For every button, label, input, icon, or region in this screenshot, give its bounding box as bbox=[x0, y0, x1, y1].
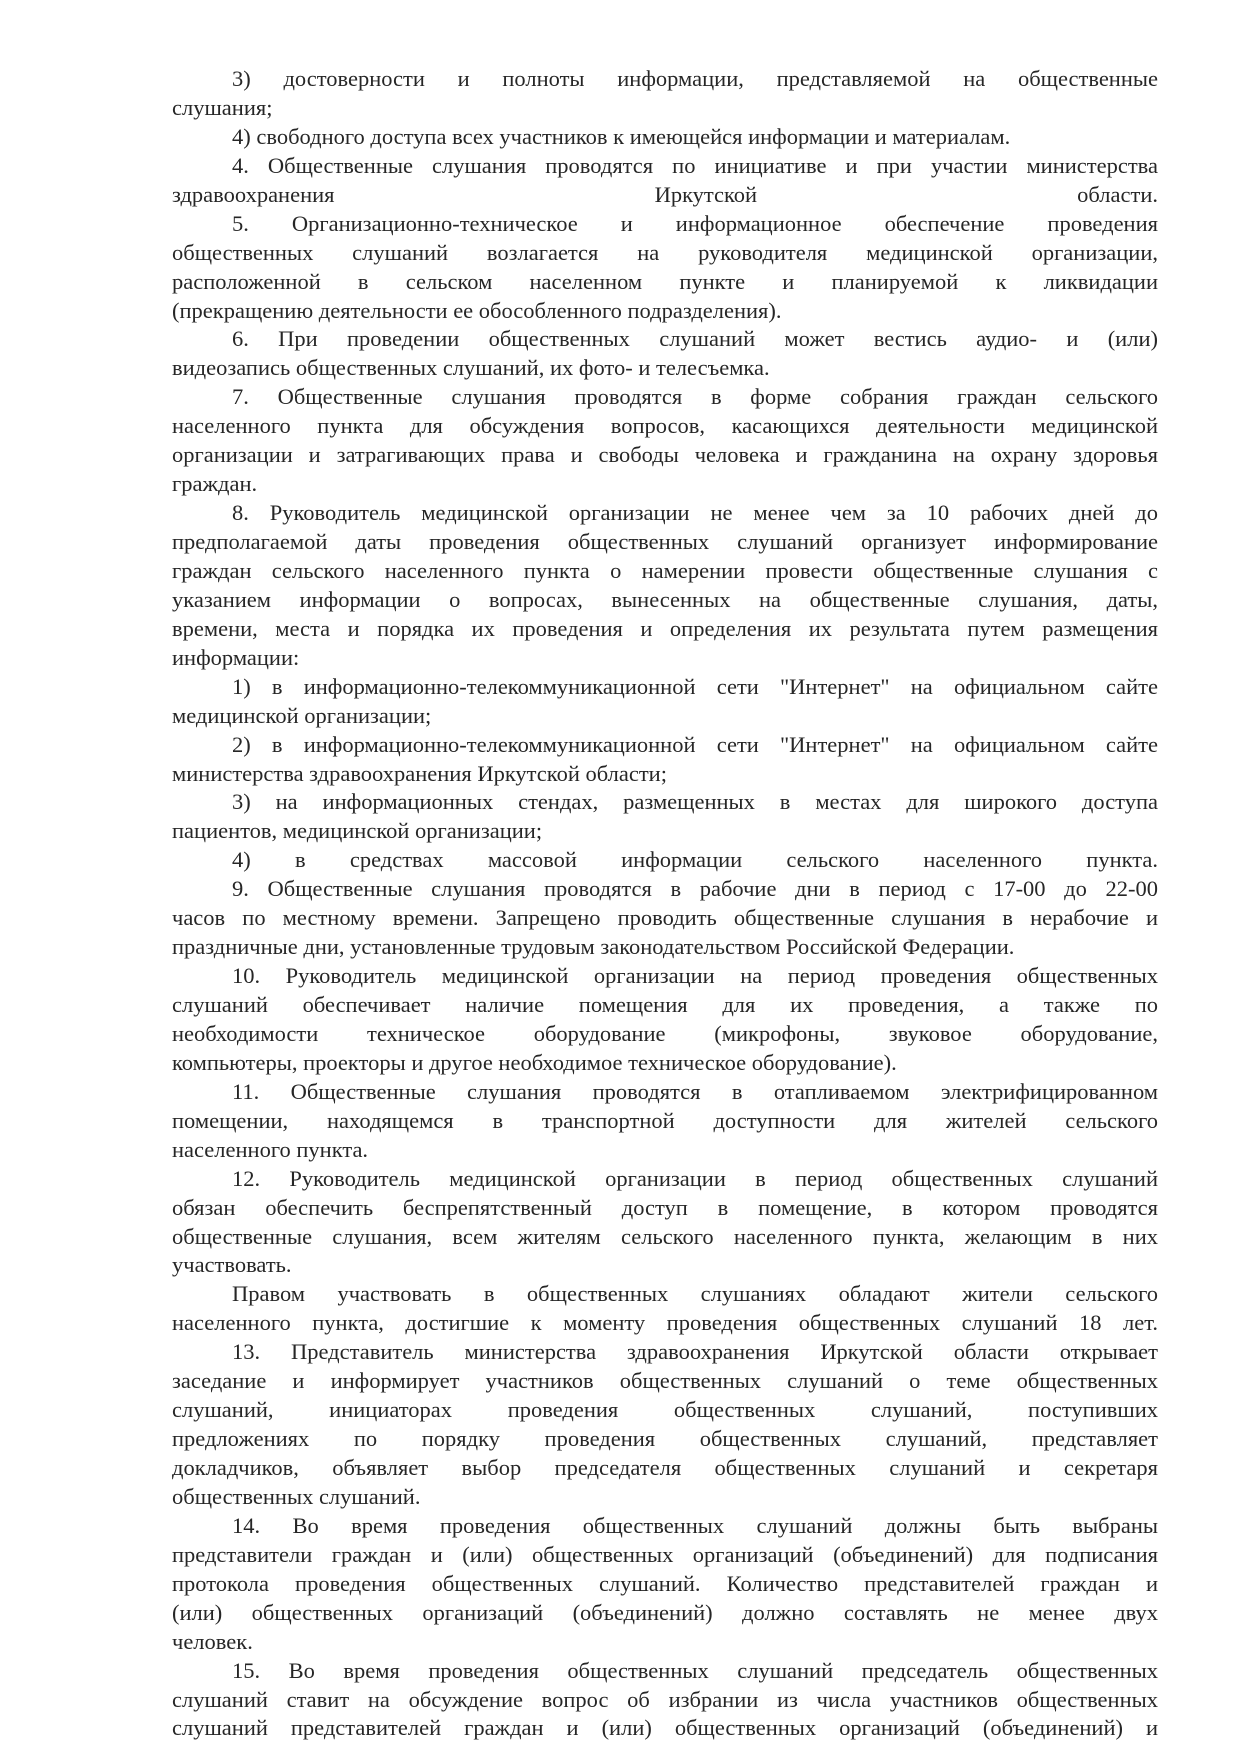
text-line: представители граждан и (или) общественных организаций (объединений) для подписания bbox=[172, 1541, 1158, 1567]
text-line: населенного пункта для обсуждения вопросов, касающихся деятельности медицинской bbox=[172, 413, 1158, 439]
text-line: предложениях по порядку проведения общественных слушаний, представляет bbox=[172, 1426, 1158, 1452]
text-line: организации и затрагивающих права и свободы человека и гражданина на охрану здоровья bbox=[172, 442, 1158, 468]
paragraph bbox=[172, 962, 1158, 1078]
text-line: 6. При проведении общественных слушаний может вестись аудио- и (или) bbox=[232, 326, 1158, 352]
text-line: помещении, находящемся в транспортной доступности для жителей сельского bbox=[172, 1107, 1158, 1133]
text-line: министерства здравоохранения Иркутской области; bbox=[172, 760, 667, 786]
document-body bbox=[172, 65, 1158, 1743]
text-line: видеозапись общественных слушаний, их фото- и телесъемка. bbox=[172, 355, 770, 381]
text-line: здравоохранения Иркутской области. bbox=[172, 181, 1158, 207]
text-line: слушаний обеспечивает наличие помещения для их проведения, а также по bbox=[172, 992, 1158, 1017]
paragraph bbox=[172, 788, 1158, 846]
text-line: часов по местному времени. Запрещено проводить общественные слушания в нерабочие и bbox=[172, 905, 1158, 931]
paragraph bbox=[172, 210, 1158, 326]
text-line: граждан сельского населенного пункта о намерении провести общественные слушания с bbox=[172, 557, 1158, 583]
text-line: граждан. bbox=[172, 471, 258, 497]
text-line: протокола проведения общественных слушаний. Количество представителей граждан и bbox=[172, 1570, 1158, 1596]
paragraph bbox=[172, 1657, 1158, 1744]
text-line: информации: bbox=[172, 644, 300, 670]
text-line: 4) в средствах массовой информации сельского населенного пункта. bbox=[232, 847, 1158, 873]
paragraph bbox=[172, 123, 1158, 152]
text-line: Правом участвовать в общественных слушаниях обладают жители сельского bbox=[232, 1281, 1158, 1307]
text-line: слушаний ставит на обсуждение вопрос об избрании из числа участников общественных bbox=[172, 1686, 1158, 1712]
text-line: 5. Организационно-техническое и информационное обеспечение проведения bbox=[232, 210, 1158, 236]
paragraph bbox=[172, 673, 1158, 731]
text-line: заседание и информирует участников общественных слушаний о теме общественных bbox=[172, 1368, 1158, 1394]
text-line: 7. Общественные слушания проводятся в форме собрания граждан сельского bbox=[232, 384, 1158, 410]
paragraph bbox=[172, 1280, 1158, 1338]
paragraph bbox=[172, 499, 1158, 673]
text-line: 3) достоверности и полноты информации, представляемой на общественные bbox=[232, 66, 1158, 91]
paragraph bbox=[172, 65, 1158, 123]
text-line: общественные слушания, всем жителям сельского населенного пункта, желающим в них bbox=[172, 1223, 1158, 1249]
text-line: необходимости техническое оборудование (микрофоны, звуковое оборудование, bbox=[172, 1020, 1158, 1046]
text-line: населенного пункта. bbox=[172, 1136, 369, 1162]
text-line: указанием информации о вопросах, вынесенных на общественные слушания, даты, bbox=[172, 586, 1158, 612]
paragraph bbox=[172, 1165, 1158, 1281]
text-line: 15. Во время проведения общественных слушаний председатель общественных bbox=[232, 1657, 1158, 1683]
text-line: пациентов, медицинской организации; bbox=[172, 818, 543, 844]
text-line: общественных слушаний. bbox=[172, 1483, 421, 1509]
paragraph bbox=[172, 383, 1158, 499]
text-line: 2) в информационно-телекоммуникационной сети "Интернет" на официальном сайте bbox=[232, 731, 1158, 757]
text-line: общественных слушаний возлагается на руководителя медицинской организации, bbox=[172, 239, 1158, 265]
text-line: 10. Руководитель медицинской организации на период проведения общественных bbox=[232, 963, 1158, 989]
text-line: 14. Во время проведения общественных слушаний должны быть выбраны bbox=[232, 1512, 1158, 1538]
text-line: 11. Общественные слушания проводятся в отапливаемом электрифицированном bbox=[232, 1078, 1158, 1104]
paragraph bbox=[172, 325, 1158, 383]
text-line: 12. Руководитель медицинской организации в период общественных слушаний bbox=[232, 1165, 1158, 1191]
text-line: медицинской организации; bbox=[172, 702, 432, 728]
text-line: населенного пункта, достигшие к моменту проведения общественных слушаний 18 лет. bbox=[172, 1310, 1158, 1336]
paragraph bbox=[172, 846, 1158, 875]
text-line: компьютеры, проекторы и другое необходимое техническое оборудование). bbox=[172, 1049, 897, 1075]
text-line: 9. Общественные слушания проводятся в рабочие дни в период с 17-00 до 22-00 bbox=[232, 876, 1158, 902]
text-line: 4) свободного доступа всех участников к имеющейся информации и материалам. bbox=[232, 123, 1011, 149]
text-line: праздничные дни, установленные трудовым законодательством Российской Федерации. bbox=[172, 934, 1015, 960]
text-line: времени, места и порядка их проведения и определения их результата путем размещения bbox=[172, 615, 1158, 641]
text-line: обязан обеспечить беспрепятственный доступ в помещение, в котором проводятся bbox=[172, 1194, 1158, 1220]
text-line: слушаний представителей граждан и (или) общественных организаций (объединений) и bbox=[172, 1715, 1158, 1741]
text-line: 3) на информационных стендах, размещенных в местах для широкого доступа bbox=[232, 789, 1158, 815]
text-line: 4. Общественные слушания проводятся по инициативе и при участии министерства bbox=[232, 152, 1158, 178]
text-line: 8. Руководитель медицинской организации не менее чем за 10 рабочих дней до bbox=[232, 500, 1158, 526]
text-line: расположенной в сельском населенном пункте и планируемой к ликвидации bbox=[172, 268, 1158, 294]
text-line: (прекращению деятельности ее обособленного подразделения). bbox=[172, 297, 782, 323]
paragraph bbox=[172, 1078, 1158, 1165]
text-line: докладчиков, объявляет выбор председателя общественных слушаний и секретаря bbox=[172, 1455, 1158, 1480]
paragraph bbox=[172, 875, 1158, 962]
paragraph bbox=[172, 152, 1158, 210]
text-line: человек. bbox=[172, 1628, 253, 1654]
text-line: (или) общественных организаций (объединений) должно составлять не менее двух bbox=[172, 1599, 1158, 1625]
paragraph bbox=[172, 1338, 1158, 1512]
paragraph bbox=[172, 1512, 1158, 1657]
text-line: 13. Представитель министерства здравоохранения Иркутской области открывает bbox=[232, 1339, 1158, 1365]
text-line: 1) в информационно-телекоммуникационной сети "Интернет" на официальном сайте bbox=[232, 673, 1158, 699]
text-line: слушания; bbox=[172, 94, 273, 120]
text-line: участвовать. bbox=[172, 1252, 292, 1278]
text-line: слушаний, инициаторах проведения общественных слушаний, поступивших bbox=[172, 1397, 1158, 1423]
paragraph bbox=[172, 731, 1158, 789]
text-line: предполагаемой даты проведения общественных слушаний организует информирование bbox=[172, 529, 1158, 554]
